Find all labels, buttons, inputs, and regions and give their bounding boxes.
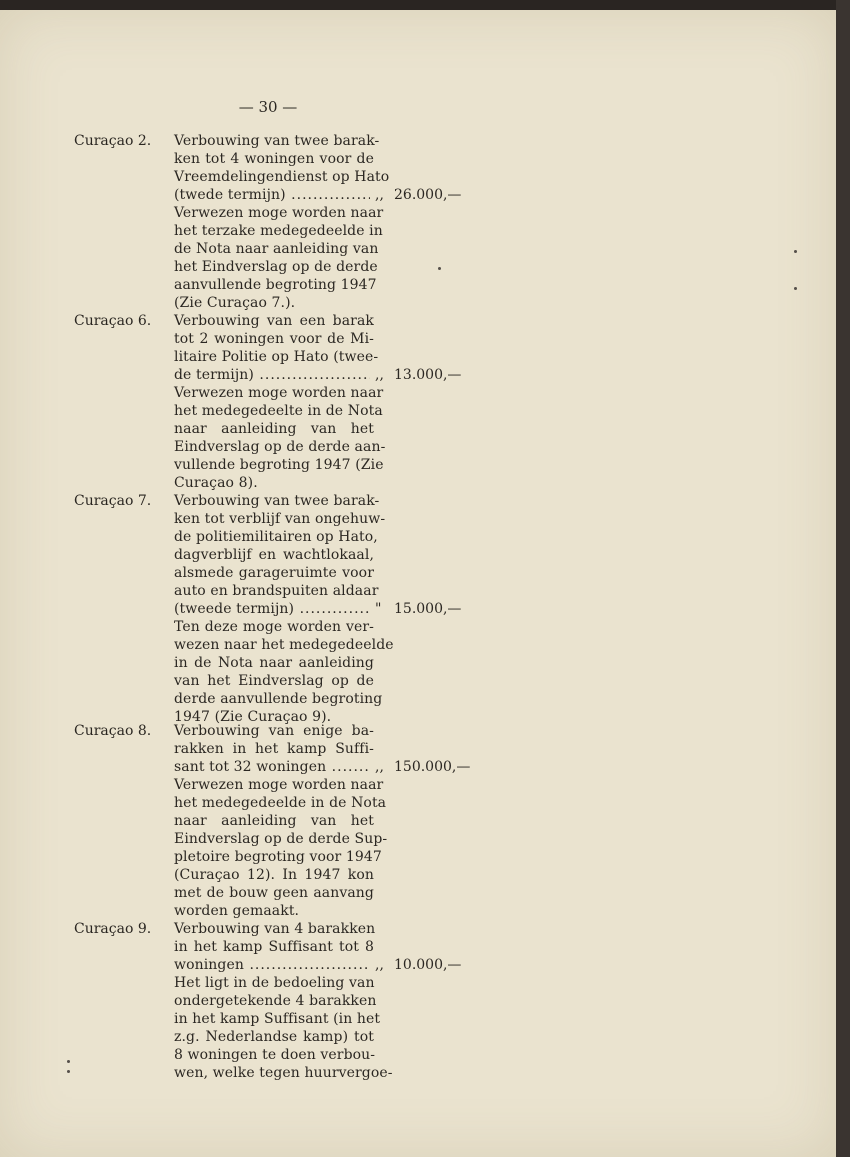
entry-text-line: Vreemdelingendienst op Hato <box>174 169 390 185</box>
entry-text-line: aanvullende begroting 1947 <box>174 277 377 293</box>
entry-label: Curaçao 6. <box>74 313 152 329</box>
entry-text-line: (Zie Curaçao 7.). <box>174 295 296 311</box>
entry-text-line: de Nota naar aanleiding van <box>174 241 379 257</box>
entry-text-line: wen, welke tegen huurvergoe- <box>174 1065 393 1081</box>
scan-speck <box>67 1060 70 1063</box>
entry-text-line: Eindverslag op de derde Sup- <box>174 831 388 847</box>
ditto-mark: ,, <box>375 759 384 775</box>
entry-text-line: (twede termijn) ..... <box>174 187 370 203</box>
ditto-mark: ,, <box>375 367 384 383</box>
entry-text-line: alsmede garageruimte voor <box>174 565 374 581</box>
entry-text-line: auto en brandspuiten aldaar <box>174 583 379 599</box>
entry-amount: 26.000,— <box>394 187 462 203</box>
scan-right-border <box>836 0 850 1157</box>
entry-amount: 15.000,— <box>394 601 462 617</box>
entry-text-line: de politiemilitairen op Hato, <box>174 529 378 545</box>
entry-amount: 150.000,— <box>394 759 471 775</box>
entry-label: Curaçao 9. <box>74 921 152 937</box>
entry-text-line: litaire Politie op Hato (twee- <box>174 349 379 365</box>
entry-text-line: het medegedeelde in de Nota <box>174 795 387 811</box>
ditto-mark: ,, <box>375 187 384 203</box>
entry-text-line: 1947 (Zie Curaçao 9). <box>174 709 332 725</box>
entry-text-line: (Curaçao 12). In 1947 kon <box>174 867 374 883</box>
entry-text-line: woningen ..... <box>174 957 370 973</box>
entry-text-line: ondergetekende 4 barakken <box>174 993 377 1009</box>
entry-text-line: in het kamp Suffisant (in het <box>174 1011 381 1027</box>
entry-text-line: Verbouwing van enige ba- <box>174 723 374 739</box>
entry-text-line: ken tot 4 woningen voor de <box>174 151 374 167</box>
entry-text-line: naar aanleiding van het <box>174 813 374 829</box>
entry-label: Curaçao 7. <box>74 493 152 509</box>
entry-text-line: naar aanleiding van het <box>174 421 374 437</box>
entry-text-line: 8 woningen te doen verbou- <box>174 1047 376 1063</box>
ditto-mark: " <box>375 601 382 617</box>
entry-text-line: het Eindverslag op de derde <box>174 259 378 275</box>
entry-text-line: vullende begroting 1947 (Zie <box>174 457 384 473</box>
entry-text-line: van het Eindverslag op de <box>174 673 374 689</box>
entry-text-line: de termijn) ..... <box>174 367 370 383</box>
entry-label: Curaçao 2. <box>74 133 152 149</box>
entry-text-line: in het kamp Suffisant tot 8 <box>174 939 374 955</box>
entry-text-line: z.g. Nederlandse kamp) tot <box>174 1029 374 1045</box>
entry-text-line: ken tot verblijf van ongehuw- <box>174 511 386 527</box>
entry-text-line: Eindverslag op de derde aan- <box>174 439 386 455</box>
entry-text-line: (tweede termijn) ..... <box>174 601 370 617</box>
entry-text-line: Verwezen moge worden naar <box>174 205 384 221</box>
entry-amount: 10.000,— <box>394 957 462 973</box>
entry-text-line: Ten deze moge worden ver- <box>174 619 374 635</box>
entry-text-line: met de bouw geen aanvang <box>174 885 374 901</box>
entry-text-line: rakken in het kamp Suffi- <box>174 741 374 757</box>
entry-text-line: pletoire begroting voor 1947 <box>174 849 382 865</box>
scan-top-border <box>0 0 850 10</box>
ditto-mark: ,, <box>375 957 384 973</box>
entry-text-line: Het ligt in de bedoeling van <box>174 975 375 991</box>
entry-text-line: Curaçao 8). <box>174 475 258 491</box>
entry-text-line: het terzake medegedeelde in <box>174 223 383 239</box>
entry-text-line: Verwezen moge worden naar <box>174 777 384 793</box>
entry-text-line: Verbouwing van een barak <box>174 313 374 329</box>
entry-text-line: Verbouwing van 4 barakken <box>174 921 376 937</box>
scan-speck <box>794 250 797 253</box>
entry-text-line: worden gemaakt. <box>174 903 300 919</box>
entry-text-line: het medegedeelte in de Nota <box>174 403 383 419</box>
entry-label: Curaçao 8. <box>74 723 152 739</box>
entry-text-line: dagverblijf en wachtlokaal, <box>174 547 374 563</box>
scan-speck <box>67 1070 70 1073</box>
page-number: — 30 — <box>238 98 298 116</box>
scan-speck <box>794 287 797 290</box>
entry-text-line: Verbouwing van twee barak- <box>174 133 380 149</box>
entry-text-line: sant tot 32 woningen ..... <box>174 759 370 775</box>
scan-speck <box>438 267 441 270</box>
entry-text-line: wezen naar het medegedeelde <box>174 637 394 653</box>
entry-text-line: Verbouwing van twee barak- <box>174 493 380 509</box>
document-page <box>0 10 836 1157</box>
entry-text-line: derde aanvullende begroting <box>174 691 383 707</box>
entry-text-line: in de Nota naar aanleiding <box>174 655 374 671</box>
entry-text-line: Verwezen moge worden naar <box>174 385 384 401</box>
entry-amount: 13.000,— <box>394 367 462 383</box>
entry-text-line: tot 2 woningen voor de Mi- <box>174 331 374 347</box>
